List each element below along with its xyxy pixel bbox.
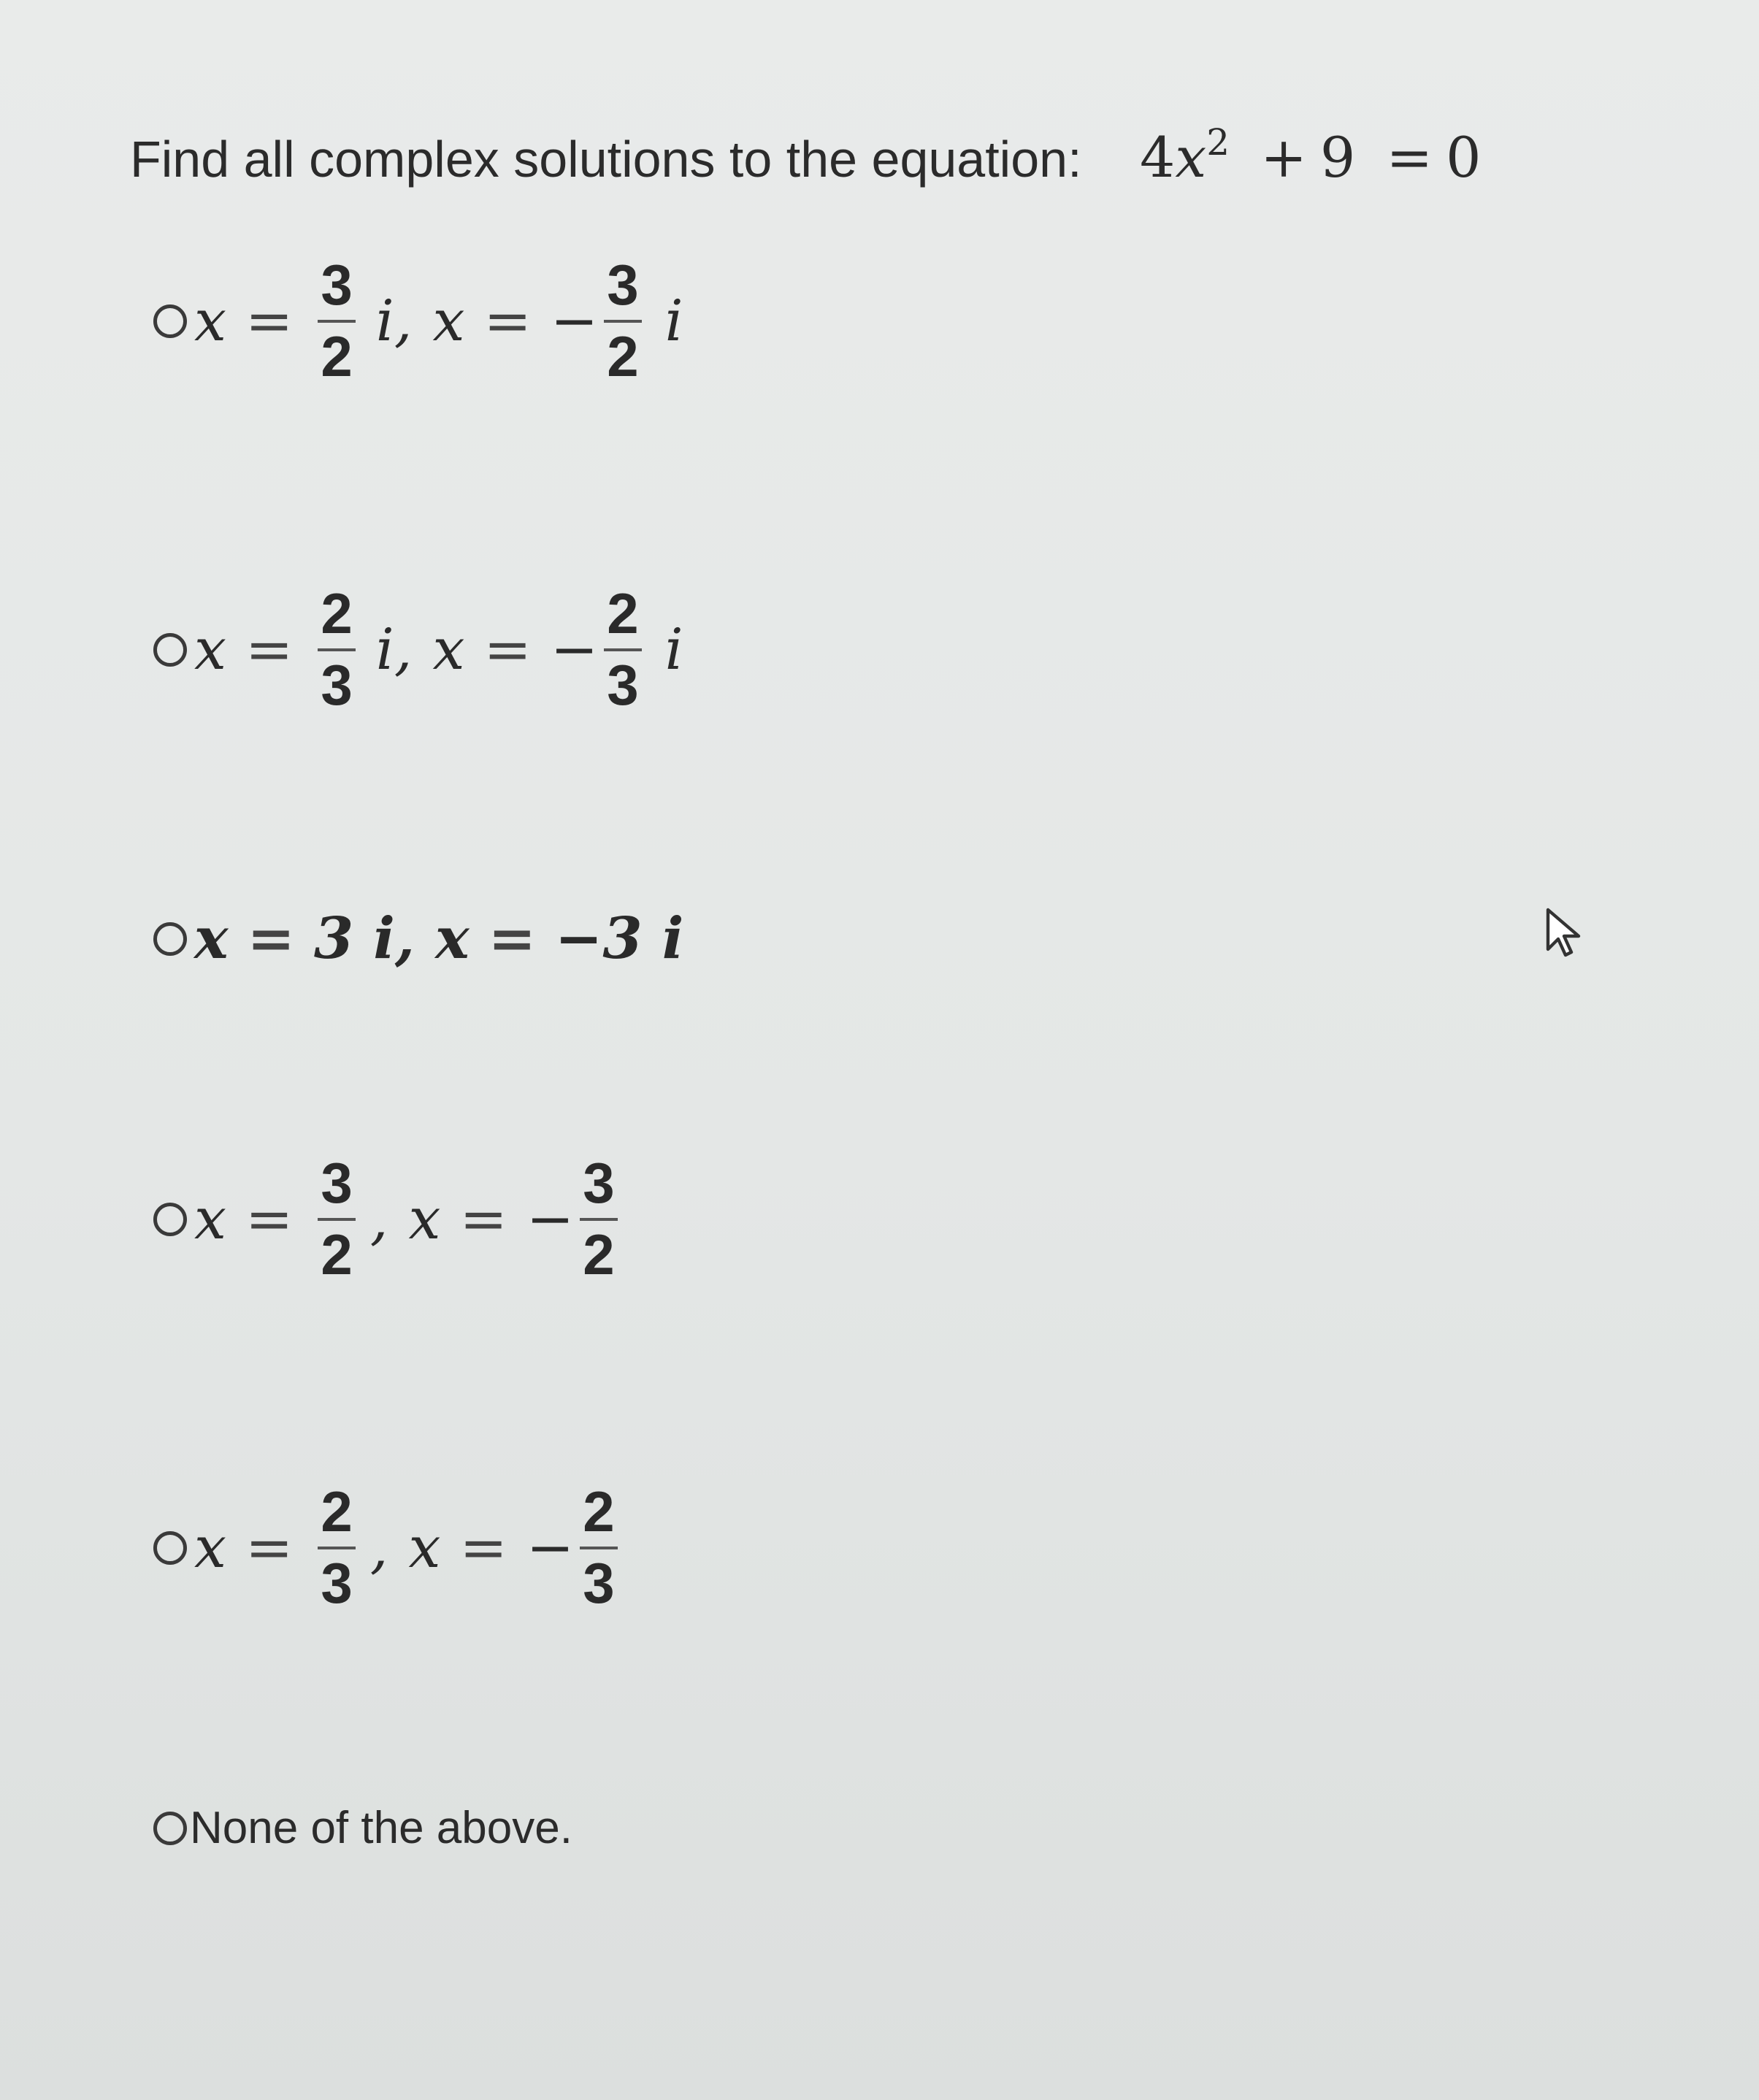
fraction: $\frac{2}{3}$ <box>580 1482 617 1614</box>
radio-button[interactable] <box>153 922 187 956</box>
answer-option-6[interactable] <box>153 1802 572 1854</box>
answer-option-2[interactable] <box>153 581 683 717</box>
fraction: $\frac{3}{2}$ <box>604 256 641 387</box>
option-expression: x = $\frac{2}{3}$ , x = − $\frac{2}{3}$ <box>194 1482 624 1614</box>
radio-button[interactable] <box>153 633 187 667</box>
radio-button[interactable] <box>153 1812 187 1845</box>
option-expression: x = $\frac{3}{2}$ i, x = − $\frac{3}{2}$ i <box>194 253 683 388</box>
answer-option-4[interactable] <box>153 1151 624 1287</box>
question-equation: $4x^2 + 9 = 0$ <box>1140 121 1482 190</box>
radio-button[interactable] <box>153 1203 187 1236</box>
option-expression: x = $\frac{3}{2}$ , x = − $\frac{3}{2}$ <box>194 1154 624 1285</box>
fraction: $\frac{2}{3}$ <box>604 584 641 716</box>
radio-button[interactable] <box>153 304 187 338</box>
arrow-cursor-icon <box>1542 905 1586 964</box>
question-text <box>130 121 1482 190</box>
option-label: None of the above. <box>190 1803 572 1853</box>
option-expression: x = 3 i, x = −3 i <box>194 905 684 972</box>
answer-option-3[interactable] <box>153 905 683 972</box>
fraction: $\frac{3}{2}$ <box>318 1154 355 1285</box>
answer-option-5[interactable] <box>153 1479 624 1615</box>
question-prompt: Find all complex solutions to the equation: <box>130 131 1082 188</box>
fraction: $\frac{2}{3}$ <box>318 1482 355 1614</box>
fraction: $\frac{3}{2}$ <box>318 256 355 387</box>
option-expression: x = $\frac{2}{3}$ i, x = − $\frac{2}{3}$ i <box>194 581 683 717</box>
radio-button[interactable] <box>153 1531 187 1565</box>
answer-option-1[interactable] <box>153 253 683 388</box>
fraction: $\frac{3}{2}$ <box>580 1154 617 1285</box>
fraction: $\frac{2}{3}$ <box>318 584 355 716</box>
